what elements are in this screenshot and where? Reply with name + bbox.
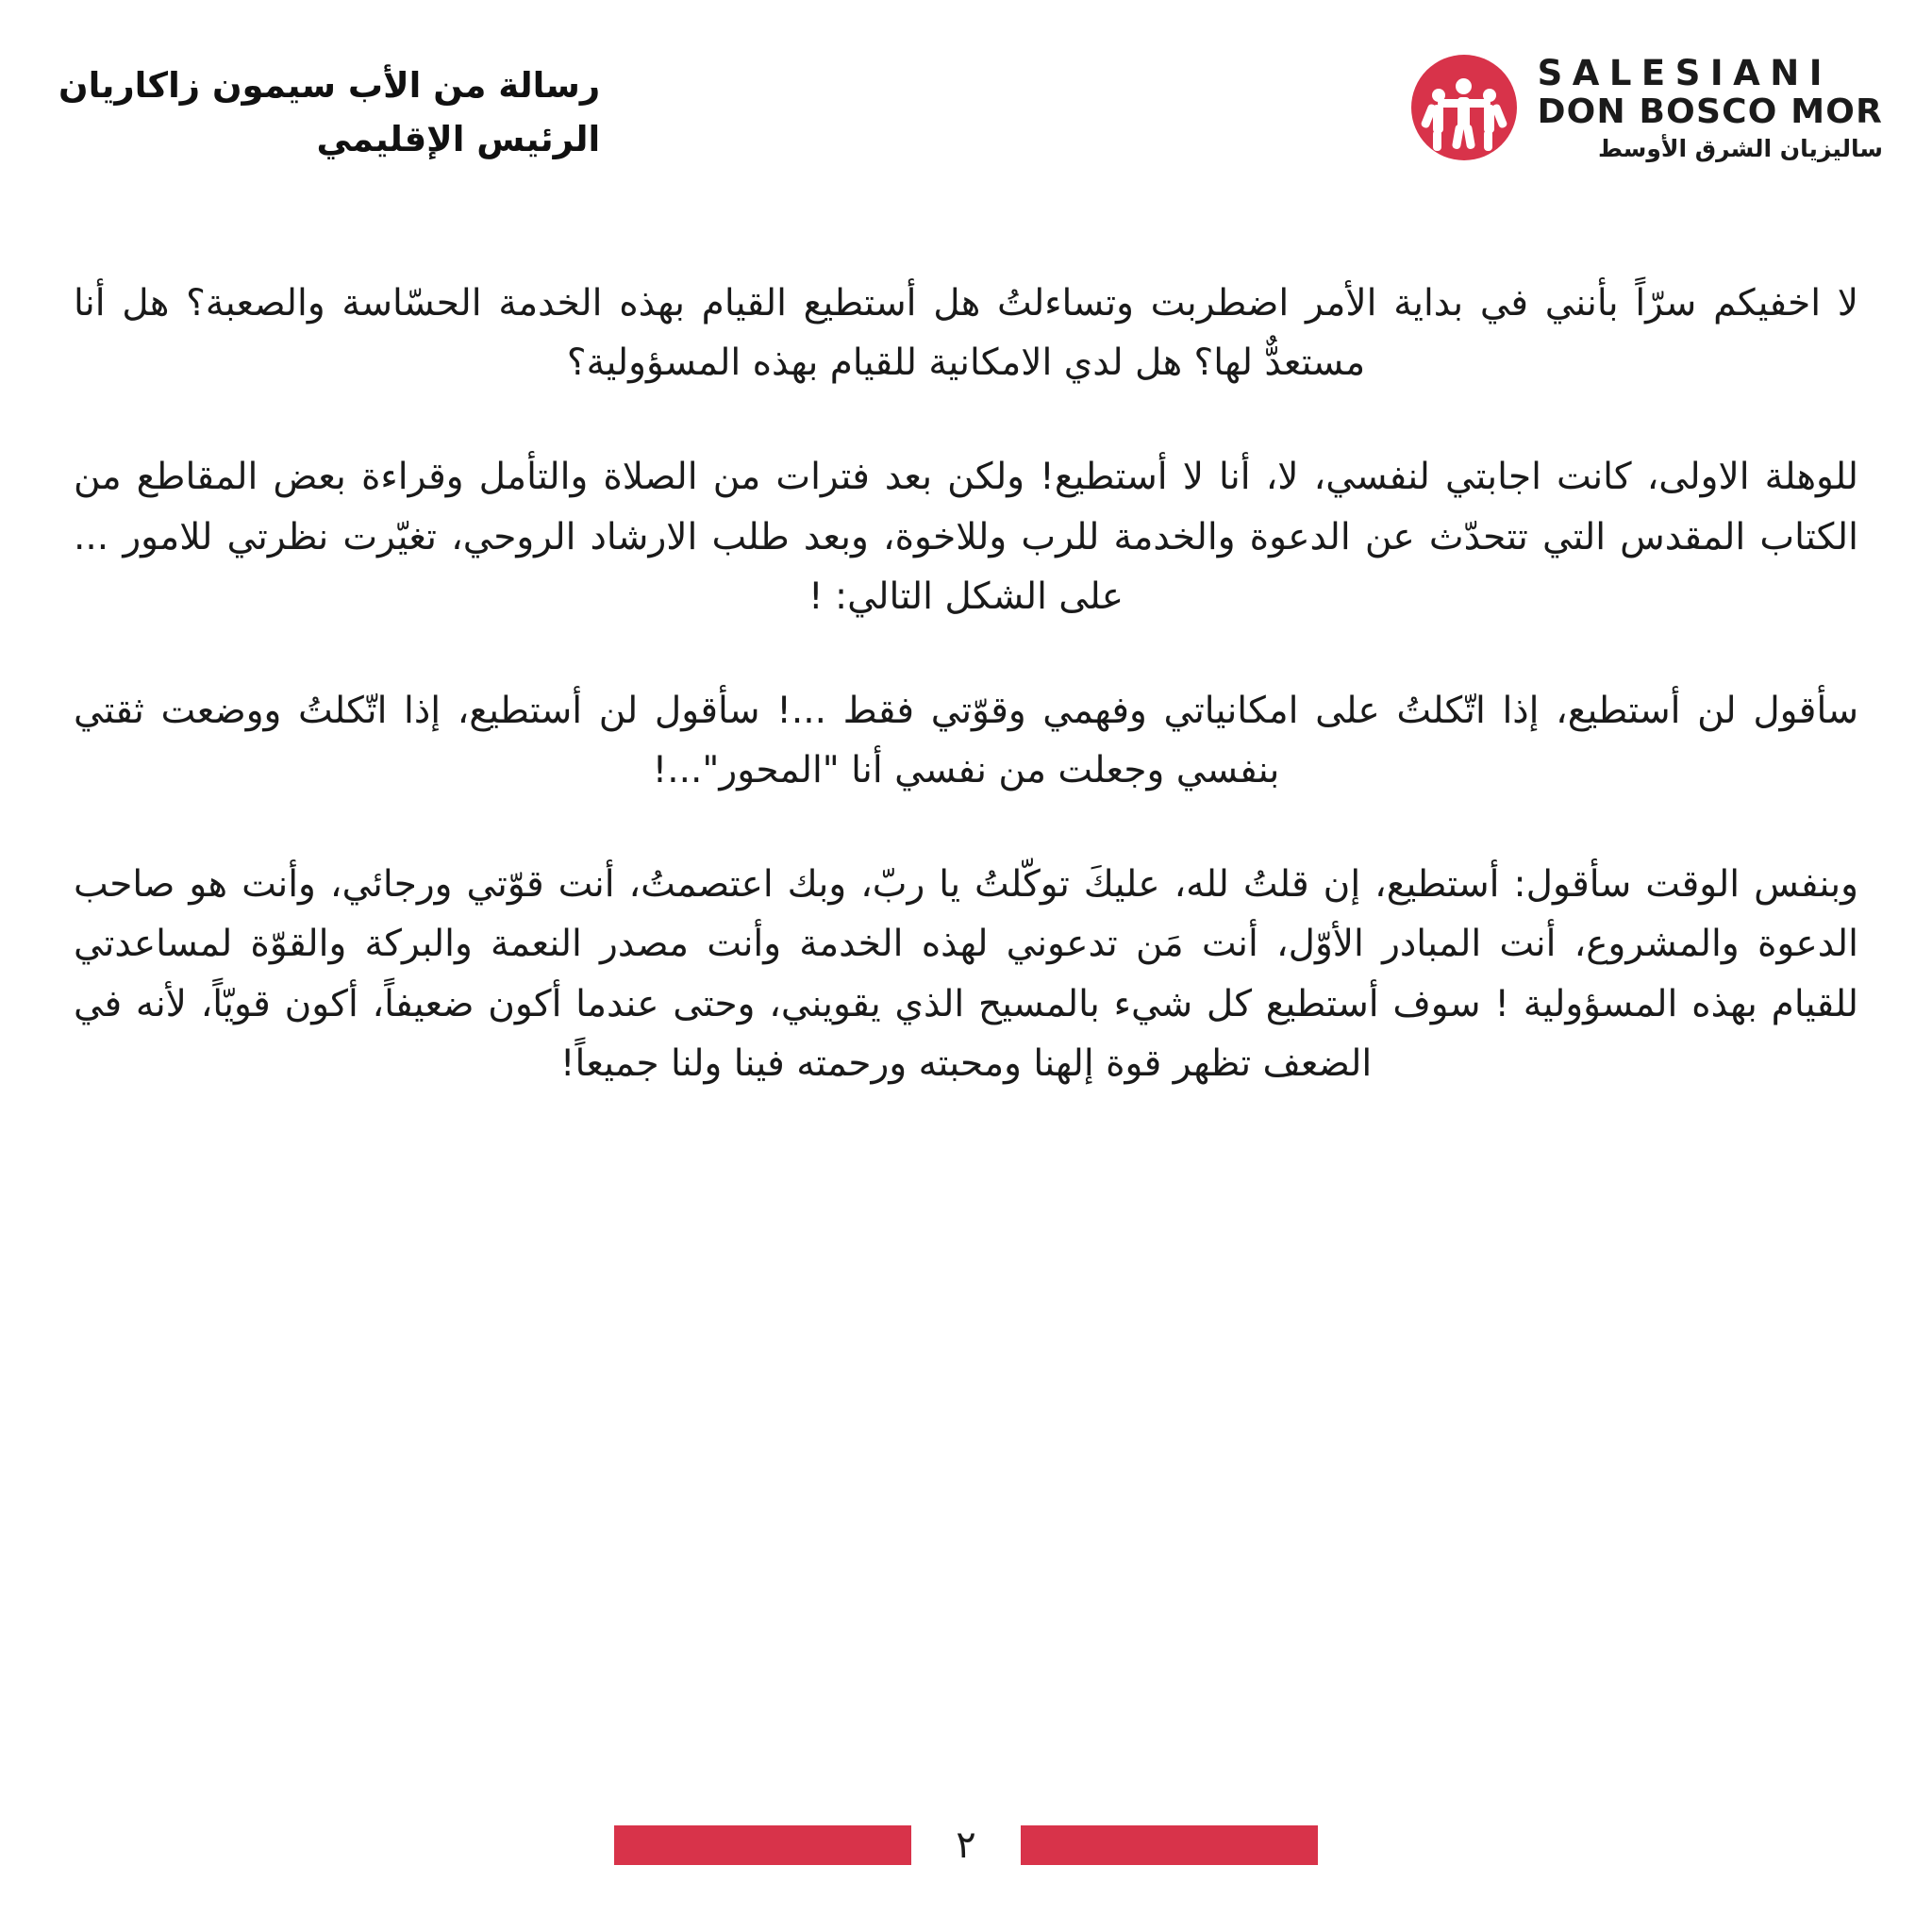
page-header (0, 0, 1932, 217)
logo-line-1: SALESIANI (1537, 52, 1832, 93)
header-title-line-2: الرئيس الإقليمي (316, 119, 601, 160)
page-footer (0, 1790, 1932, 1932)
figure-left-body-icon (1433, 105, 1443, 133)
paragraph-3: سأقول لن أستطيع، إذا اتّكلتُ على امكانياتي وفهمي وقوّتي فقط ...! سأقول لن أستطيع، إذا اتّكلتُ ووضعت ثقتي بنفسي وجعلت من نفسي أنا "المحور"...! (74, 689, 1858, 792)
footer-rule-left (614, 1825, 911, 1865)
figure-center-leg-right-icon (1462, 124, 1474, 149)
page-number: ٢ (956, 1824, 976, 1867)
figure-left-leg-icon (1433, 130, 1441, 151)
header-title-block (49, 49, 600, 167)
header-title-line-1: رسالة من الأب سيمون زاكاريان (58, 65, 601, 106)
document-body (0, 217, 1932, 1790)
organization-logo (1411, 49, 1883, 160)
logo-line-2: DON BOSCO MOR (1537, 92, 1883, 131)
don-bosco-circle-icon (1411, 55, 1517, 160)
figure-center-head-icon (1456, 78, 1472, 94)
footer-rule-right (1021, 1825, 1318, 1865)
logo-line-3-arabic: ساليزيان الشرق الأوسط (1597, 134, 1883, 162)
figure-center-leg-left-icon (1451, 124, 1463, 149)
figure-left-head-icon (1432, 89, 1445, 102)
logo-wordmark (1537, 52, 1883, 162)
figure-right-leg-icon (1484, 130, 1492, 151)
paragraph-1: لا اخفيكم سرّاً بأنني في بداية الأمر اضطربت وتساءلتُ هل أستطيع القيام بهذه الخدمة الحسّاسة والصعبة؟ هل أنا مستعدٌّ لها؟ هل لدي الامكانية للقيام بهذه المسؤولية؟ (74, 282, 1858, 385)
paragraph-4: وبنفس الوقت سأقول: أستطيع، إن قلتُ لله، عليكَ توكّلتُ يا ربّ، وبك اعتصمتُ، أنت قوّتي ورجائي، وأنت هو صاحب الدعوة والمشروع، أنت المبادر الأوّل، أنت مَن تدعوني لهذه الخدمة وأنت مصدر النعمة والبركة والقوّة لمساعدتي للقيام بهذه المسؤولية ! سوف أستطيع كل شيء بالمسيح الذي يقويني، وحتى عندما أكون ضعيفاً، أكون قويّاً، لأنه في الضعف تظهر قوة إلهنا ومحبته ورحمته فينا ولنا جميعاً! (74, 863, 1858, 1085)
paragraph-2: للوهلة الاولى، كانت اجابتي لنفسي، لا، أنا لا أستطيع! ولكن بعد فترات من الصلاة والتأمل وقراءة بعض المقاطع من الكتاب المقدس التي تتحدّث عن الدعوة والخدمة للرب وللاخوة، وبعد طلب الارشاد الروحي، تغيّرت نظرتي للامور ... على الشكل التالي: ! (74, 456, 1858, 618)
figure-right-head-icon (1483, 89, 1496, 102)
figure-right-body-icon (1484, 105, 1494, 133)
